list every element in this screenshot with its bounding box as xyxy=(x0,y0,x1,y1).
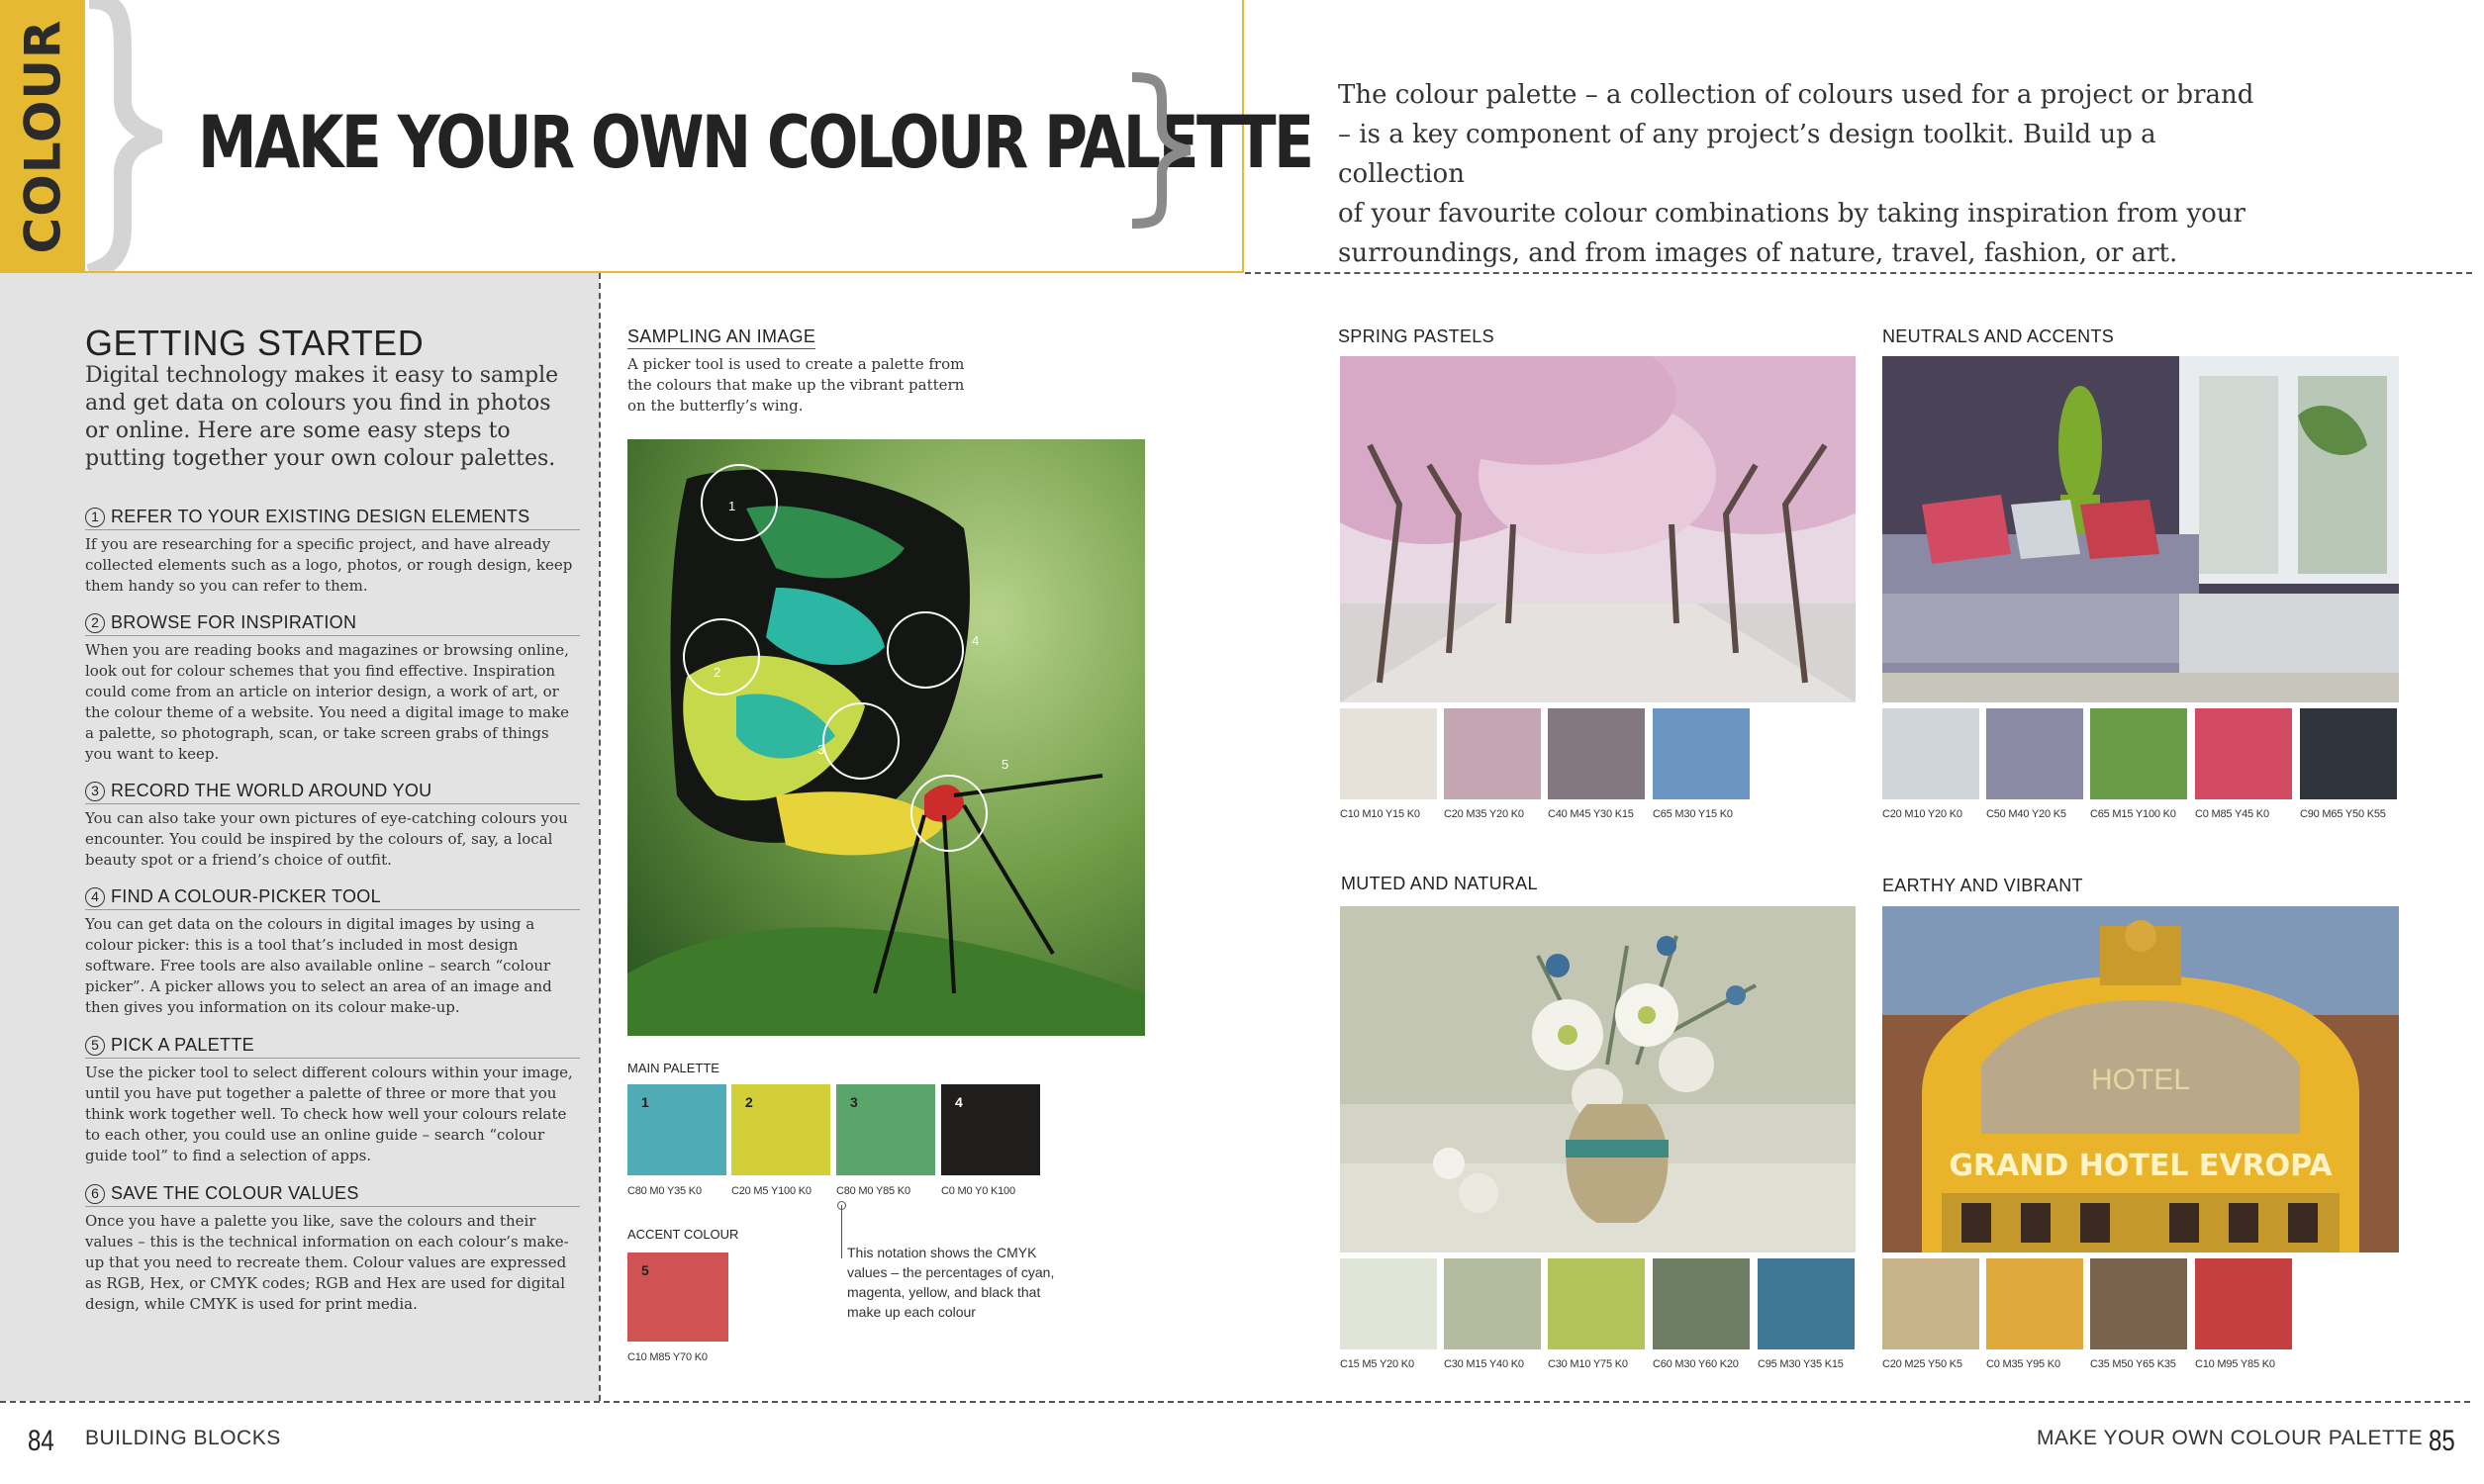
earthy-swatch xyxy=(2195,1258,2292,1349)
spring-swatch xyxy=(1340,708,1437,799)
colour-code: C80 M0 Y35 K0 xyxy=(627,1185,702,1197)
earthy-swatch xyxy=(2090,1258,2187,1349)
neutrals-swatch xyxy=(1882,708,1979,799)
step-1 xyxy=(85,507,580,597)
main-palette-label: MAIN PALETTE xyxy=(627,1061,719,1075)
picker-mark: 3 xyxy=(817,742,825,757)
page-title: MAKE YOUR OWN COLOUR PALETTE xyxy=(198,101,1312,185)
step-body: When you are reading books and magazines or browsing online, look out for colour schemes that you find effective. Inspiration could come from an article on interior design, a work of art, or the colour theme of a website. You need a digital image to make a palette, so photograph, scan, or take screen grabs of things you want to keep. xyxy=(85,641,570,763)
colour-code: C0 M85 Y45 K0 xyxy=(2195,808,2269,820)
left-page-number: 84 xyxy=(28,1425,54,1457)
step-heading xyxy=(85,507,580,530)
colour-code: C10 M95 Y85 K0 xyxy=(2195,1358,2275,1370)
step-title: PICK A PALETTE xyxy=(111,1035,254,1055)
step-5 xyxy=(85,1035,580,1166)
step-body: Once you have a palette you like, save the colours and their values – this is the technical information on each colour’s make-up that you need to recreate them. Colour values are expressed as RGB, Hex, or CMYK codes; RGB and Hex are used for digital design, while CMYK is used for print media. xyxy=(85,1212,569,1313)
colour-code: C20 M5 Y100 K0 xyxy=(731,1185,812,1197)
gray-brace-icon xyxy=(83,0,162,273)
colour-code: C50 M40 Y20 K5 xyxy=(1986,808,2066,820)
sampling-title: SAMPLING AN IMAGE xyxy=(627,326,815,349)
step-heading xyxy=(85,612,580,636)
spring-swatch xyxy=(1653,708,1750,799)
muted-swatch xyxy=(1548,1258,1645,1349)
neutrals-accents-title: NEUTRALS AND ACCENTS xyxy=(1882,326,2115,346)
step-heading xyxy=(85,781,580,804)
accent-colour-label: ACCENT COLOUR xyxy=(627,1227,739,1242)
picker-mark: 1 xyxy=(728,499,736,513)
colour-code: C0 M0 Y0 K100 xyxy=(941,1185,1015,1197)
picker-mark: 2 xyxy=(714,665,721,680)
step-number: 6 xyxy=(85,1184,105,1204)
step-heading xyxy=(85,1183,580,1207)
getting-started-intro: Digital technology makes it easy to sample and get data on colours you find in photos or online. Here are some easy steps to putting together your own colour palettes. xyxy=(85,363,559,471)
step-2 xyxy=(85,612,580,765)
intro-line: The colour palette – a collection of colours used for a project or brand xyxy=(1338,80,2254,110)
muted-swatch xyxy=(1653,1258,1750,1349)
swatch-number: 1 xyxy=(641,1094,649,1110)
colour-code: C65 M30 Y15 K0 xyxy=(1653,808,1733,820)
hotel-sign: GRAND HOTEL EVROPA xyxy=(1949,1149,2333,1183)
accent-swatch xyxy=(627,1252,728,1342)
spring-swatch xyxy=(1548,708,1645,799)
hotel-word: HOTEL xyxy=(2090,1064,2191,1096)
step-4 xyxy=(85,886,580,1018)
intro-line: surroundings, and from images of nature, travel, fashion, or art. xyxy=(1338,238,2178,268)
main-swatch xyxy=(836,1084,935,1175)
left-running-head: BUILDING BLOCKS xyxy=(85,1427,281,1449)
right-page-number: 85 xyxy=(2429,1425,2455,1457)
footer-divider xyxy=(0,1401,2470,1403)
main-swatch xyxy=(941,1084,1040,1175)
swatch-number: 5 xyxy=(641,1262,649,1278)
colour-code: C20 M25 Y50 K5 xyxy=(1882,1358,1962,1370)
colour-code: C35 M50 Y65 K35 xyxy=(2090,1358,2176,1370)
colour-code: C10 M85 Y70 K0 xyxy=(627,1351,708,1363)
step-number: 1 xyxy=(85,508,105,527)
step-number: 4 xyxy=(85,887,105,907)
cmyk-note: This notation shows the CMYK values – the percentages of cyan, magenta, yellow, and black that make up each colour xyxy=(847,1245,1055,1320)
colour-code: C80 M0 Y85 K0 xyxy=(836,1185,910,1197)
neutrals-swatch xyxy=(2195,708,2292,799)
neutrals-swatch xyxy=(2090,708,2187,799)
cherry-blossom-photo xyxy=(1340,356,1856,702)
flower-vase-painting xyxy=(1340,906,1856,1252)
butterfly-photo xyxy=(627,439,1145,1036)
living-room-photo xyxy=(1882,356,2399,702)
step-title: REFER TO YOUR EXISTING DESIGN ELEMENTS xyxy=(111,507,530,526)
step-title: SAVE THE COLOUR VALUES xyxy=(111,1183,359,1203)
step-heading xyxy=(85,1035,580,1059)
colour-code: C65 M15 Y100 K0 xyxy=(2090,808,2176,820)
colour-code: C90 M65 Y50 K55 xyxy=(2300,808,2386,820)
earthy-swatch xyxy=(1986,1258,2083,1349)
sidebar-divider xyxy=(599,273,601,1401)
picker-mark: 4 xyxy=(972,633,980,648)
muted-natural-title: MUTED AND NATURAL xyxy=(1341,874,1538,893)
step-body: You can also take your own pictures of eye-catching colours you encounter. You could be inspired by the colours of, say, a local beauty spot or a friend’s choice of outfit. xyxy=(85,809,568,869)
step-title: RECORD THE WORLD AROUND YOU xyxy=(111,781,432,800)
step-body: Use the picker tool to select different colours within your image, until you have put together a palette of three or more that you think work together well. To check how well your colours relate to each other, you could use an online guide – search “colour guide tool” to find a selection of apps. xyxy=(85,1064,573,1164)
colour-code: C10 M10 Y15 K0 xyxy=(1340,808,1420,820)
muted-swatch xyxy=(1340,1258,1437,1349)
step-body: If you are researching for a specific project, and have already collected elements such as a logo, photos, or rough design, keep them handy so you can refer to them. xyxy=(85,535,573,595)
title-brace-icon xyxy=(1128,71,1199,230)
colour-tab-label: COLOUR xyxy=(14,19,72,254)
note-pointer-line xyxy=(841,1205,842,1258)
intro-line: – is a key component of any project’s design toolkit. Build up a collection xyxy=(1338,120,2156,189)
step-number: 5 xyxy=(85,1036,105,1056)
muted-swatch xyxy=(1444,1258,1541,1349)
swatch-number: 4 xyxy=(955,1094,963,1110)
intro-divider xyxy=(1245,272,2472,274)
earthy-swatch xyxy=(1882,1258,1979,1349)
step-body: You can get data on the colours in digital images by using a colour picker: this is a tool that’s included in most design software. Free tools are also available online – search “colour picker”. A picker allows you to select an area of an image and then gives you information on its colour make-up. xyxy=(85,915,552,1016)
right-running-head: MAKE YOUR OWN COLOUR PALETTE xyxy=(2037,1427,2424,1449)
main-swatch xyxy=(627,1084,726,1175)
neutrals-swatch xyxy=(2300,708,2397,799)
colour-code: C40 M45 Y30 K15 xyxy=(1548,808,1634,820)
spring-swatch xyxy=(1444,708,1541,799)
colour-code: C20 M10 Y20 K0 xyxy=(1882,808,1962,820)
colour-code: C60 M30 Y60 K20 xyxy=(1653,1358,1739,1370)
step-heading xyxy=(85,886,580,910)
colour-code: C30 M15 Y40 K0 xyxy=(1444,1358,1524,1370)
intro-line: of your favourite colour combinations by taking inspiration from your xyxy=(1338,199,2245,229)
getting-started-title: GETTING STARTED xyxy=(85,323,425,363)
colour-code: C95 M30 Y35 K15 xyxy=(1758,1358,1844,1370)
swatch-number: 3 xyxy=(850,1094,858,1110)
main-swatch xyxy=(731,1084,830,1175)
step-title: FIND A COLOUR-PICKER TOOL xyxy=(111,886,381,906)
colour-code: C15 M5 Y20 K0 xyxy=(1340,1358,1414,1370)
colour-code: C30 M10 Y75 K0 xyxy=(1548,1358,1628,1370)
picker-mark: 5 xyxy=(1002,757,1009,772)
colour-code: C20 M35 Y20 K0 xyxy=(1444,808,1524,820)
swatch-number: 2 xyxy=(745,1094,753,1110)
neutrals-swatch xyxy=(1986,708,2083,799)
step-number: 2 xyxy=(85,613,105,633)
step-3 xyxy=(85,781,580,871)
step-6 xyxy=(85,1183,580,1315)
intro-text xyxy=(1338,75,2278,273)
colour-tab-label-wrap xyxy=(0,0,85,273)
colour-code: C0 M35 Y95 K0 xyxy=(1986,1358,2060,1370)
step-title: BROWSE FOR INSPIRATION xyxy=(111,612,357,632)
sampling-caption: A picker tool is used to create a palette from the colours that make up the vibrant pattern on the butterfly’s wing. xyxy=(627,355,965,415)
spring-pastels-title: SPRING PASTELS xyxy=(1338,326,1494,346)
hotel-facade-photo xyxy=(1882,906,2399,1252)
muted-swatch xyxy=(1758,1258,1855,1349)
step-number: 3 xyxy=(85,782,105,801)
earthy-vibrant-title: EARTHY AND VIBRANT xyxy=(1882,876,2083,895)
